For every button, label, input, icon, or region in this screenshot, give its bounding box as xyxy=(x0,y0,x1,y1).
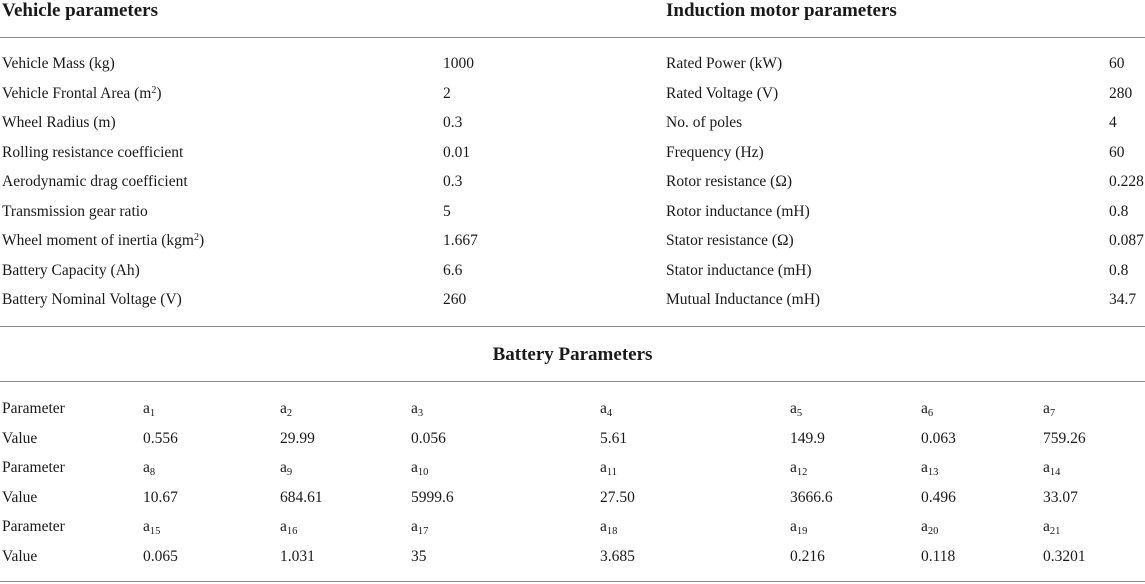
subscript: 3 xyxy=(417,408,424,419)
battery-param-name: $a_6$ xyxy=(921,400,934,419)
vehicle-param-value: 6.6 xyxy=(443,261,463,279)
battery-param-value: 3.685 xyxy=(600,547,635,565)
subscript: 8 xyxy=(149,467,156,478)
subscript: 9 xyxy=(286,467,293,478)
battery-param-name: $a_5$ xyxy=(790,400,803,419)
battery-param-value: 684.61 xyxy=(280,488,323,506)
battery-param-name: $a_{13}$ xyxy=(921,459,939,478)
vehicle-param-label: Battery Capacity (Ah) xyxy=(2,261,140,279)
vehicle-param-value: 0.01 xyxy=(443,143,471,161)
battery-param-name: $a_{21}$ xyxy=(1043,518,1061,537)
battery-param-value: 0.063 xyxy=(921,429,956,447)
vehicle-param-value: 2 xyxy=(443,84,451,102)
motor-param-value: 0.228 xyxy=(1109,173,1144,190)
section-rule xyxy=(0,326,1145,327)
battery-param-name: $a_{17}$ xyxy=(411,518,429,537)
vehicle-param-value: 1.667 xyxy=(443,232,478,249)
subscript: 4 xyxy=(606,408,613,419)
battery-value-row-label: Value xyxy=(2,547,38,565)
battery-param-value: 759.26 xyxy=(1043,429,1086,447)
battery-param-name: $a_1$ xyxy=(143,400,156,419)
motor-param-label: Frequency (Hz) xyxy=(666,143,764,161)
battery-param-name: $a_{10}$ xyxy=(411,459,429,478)
vehicle-param-label: Wheel moment of inertia (kgm$^2$) xyxy=(2,232,205,249)
battery-param-value: 3666.6 xyxy=(790,488,833,506)
subscript: 20 xyxy=(927,526,939,537)
subscript: 11 xyxy=(606,467,618,478)
battery-value-row-label: Value xyxy=(2,429,38,447)
subscript: 18 xyxy=(606,526,618,537)
motor-param-value: 60 xyxy=(1109,143,1125,161)
subscript: 5 xyxy=(796,408,803,419)
vehicle-param-label: Transmission gear ratio xyxy=(2,202,148,220)
subscript: 14 xyxy=(1049,467,1061,478)
battery-param-value: 27.50 xyxy=(600,488,635,506)
motor-param-label: Rated Voltage (V) xyxy=(666,84,779,102)
motor-param-label: Rotor resistance (Ω) xyxy=(666,173,793,190)
superscript: 2 xyxy=(151,84,157,96)
battery-param-name: $a_4$ xyxy=(600,400,613,419)
motor-param-value: 4 xyxy=(1109,114,1117,131)
battery-param-name: $a_{20}$ xyxy=(921,518,939,537)
motor-param-label: Rated Power (kW) xyxy=(666,55,783,72)
superscript: 2 xyxy=(193,232,199,243)
battery-param-name: $a_{14}$ xyxy=(1043,459,1061,478)
vehicle-param-label: Vehicle Frontal Area $(m^2)$ xyxy=(2,84,162,102)
motor-param-label: No. of poles xyxy=(666,114,743,131)
vehicle-param-label: Aerodynamic drag coefficient xyxy=(2,173,188,190)
motor-param-value: 34.7 xyxy=(1109,291,1137,308)
battery-param-value: 149.9 xyxy=(790,429,825,447)
vehicle-param-value: 1000 xyxy=(443,55,474,72)
subscript: 17 xyxy=(417,526,429,537)
battery-param-name: $a_{15}$ xyxy=(143,518,161,537)
subscript: 21 xyxy=(1049,526,1061,537)
battery-param-name: $a_7$ xyxy=(1043,400,1056,419)
motor-param-value: 60 xyxy=(1109,55,1125,72)
header-rule xyxy=(0,37,1145,38)
battery-param-row-label: Parameter xyxy=(2,400,65,417)
battery-param-value: 0.216 xyxy=(790,547,825,565)
battery-param-name: $a_{19}$ xyxy=(790,518,808,537)
vehicle-param-label: Rolling resistance coefficient xyxy=(2,143,184,161)
motor-param-label: Rotor inductance (mH) xyxy=(666,202,810,220)
battery-param-value: 33.07 xyxy=(1043,488,1078,506)
subscript: 19 xyxy=(796,526,808,537)
subscript: 16 xyxy=(286,526,298,537)
battery-param-name: $a_{12}$ xyxy=(790,459,808,478)
subscript: 2 xyxy=(286,408,293,419)
vehicle-param-value: 0.3 xyxy=(443,114,463,131)
battery-param-value: 0.118 xyxy=(921,547,956,565)
vehicle-param-value: 0.3 xyxy=(443,173,463,190)
subscript: 7 xyxy=(1049,408,1056,419)
battery-param-value: 29.99 xyxy=(280,429,315,447)
subscript: 1 xyxy=(149,408,156,419)
battery-param-value: 1.031 xyxy=(280,547,315,565)
motor-param-label: Stator resistance (Ω) xyxy=(666,232,794,249)
vehicle-param-value: 5 xyxy=(443,202,451,220)
bottom-rule xyxy=(0,581,1145,582)
motor-param-value: 0.8 xyxy=(1109,261,1129,279)
vehicle-param-label: Battery Nominal Voltage (V) xyxy=(2,291,182,308)
battery-param-value: 5999.6 xyxy=(411,488,454,506)
vehicle-param-value: 260 xyxy=(443,291,467,308)
battery-param-value: 0.496 xyxy=(921,488,956,506)
battery-param-name: $a_3$ xyxy=(411,400,424,419)
subscript: 10 xyxy=(417,467,429,478)
battery-param-value: 0.3201 xyxy=(1043,547,1086,565)
battery-param-name: $a_8$ xyxy=(143,459,156,478)
battery-param-name: $a_{16}$ xyxy=(280,518,298,537)
vehicle-parameters-header: Vehicle parameters xyxy=(2,0,158,21)
battery-parameters-header: Battery Parameters xyxy=(492,344,653,365)
battery-param-value: 5.61 xyxy=(600,429,628,447)
battery-param-name: $a_{18}$ xyxy=(600,518,618,537)
motor-param-label: Stator inductance (mH) xyxy=(666,261,812,279)
vehicle-param-label: Wheel Radius (m) xyxy=(2,114,116,131)
subscript: 12 xyxy=(796,467,808,478)
battery-param-name: $a_{11}$ xyxy=(600,459,618,478)
battery-param-name: $a_2$ xyxy=(280,400,293,419)
battery-param-row-label: Parameter xyxy=(2,459,65,476)
battery-value-row-label: Value xyxy=(2,488,38,506)
battery-param-value: 0.556 xyxy=(143,429,178,447)
battery-param-value: 0.065 xyxy=(143,547,178,565)
battery-header-rule xyxy=(0,381,1145,382)
subscript: 6 xyxy=(927,408,934,419)
motor-param-value: 0.8 xyxy=(1109,202,1129,220)
battery-param-value: 0.056 xyxy=(411,429,446,447)
motor-param-value: 0.087 xyxy=(1109,232,1144,249)
vehicle-param-label: Vehicle Mass (kg) xyxy=(2,55,115,72)
battery-param-row-label: Parameter xyxy=(2,518,65,535)
subscript: 13 xyxy=(927,467,939,478)
subscript: 15 xyxy=(149,526,161,537)
battery-param-name: $a_9$ xyxy=(280,459,293,478)
battery-param-value: 10.67 xyxy=(143,488,178,506)
motor-param-value: 280 xyxy=(1109,84,1133,102)
motor-param-label: Mutual Inductance (mH) xyxy=(666,291,821,308)
motor-parameters-header: Induction motor parameters xyxy=(666,0,897,21)
battery-param-value: 35 xyxy=(411,547,427,565)
